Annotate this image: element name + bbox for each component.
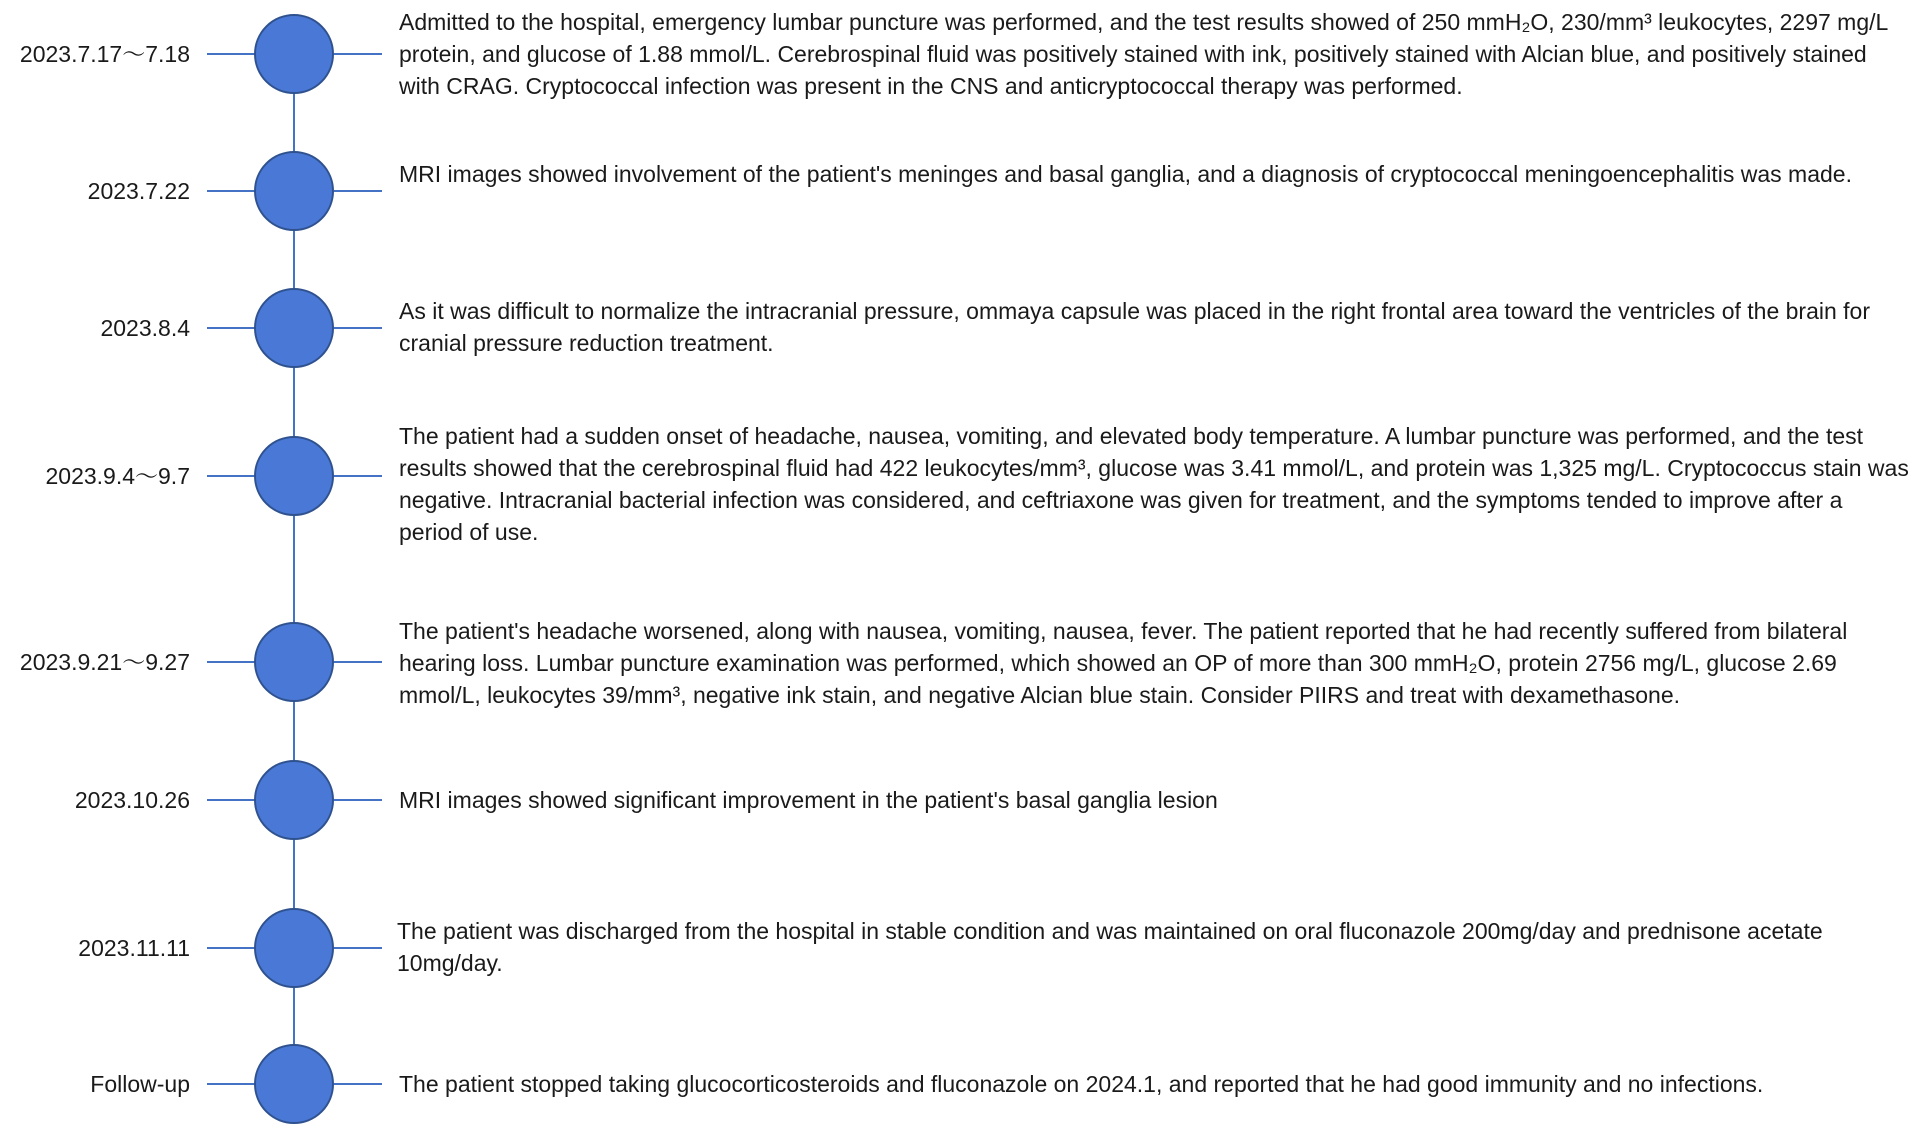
connector-right	[334, 1083, 382, 1085]
connector-right	[334, 947, 382, 949]
event-description: The patient was discharged from the hospital in stable condition and was maintained on oral fluconazole 200mg/day and prednisone acetate 10mg/day.	[397, 918, 1823, 976]
connector-right	[334, 190, 382, 192]
event-description: MRI images showed involvement of the patient's meninges and basal ganglia, and a diagnosis of cryptococcal meningoencephalitis was made.	[399, 161, 1852, 187]
timeline-node	[254, 151, 334, 231]
connector-left	[207, 190, 255, 192]
connector-left	[207, 327, 255, 329]
timeline-node	[254, 436, 334, 516]
connector-right	[334, 475, 382, 477]
timeline-node	[254, 908, 334, 988]
event-description: The patient's headache worsened, along with nausea, vomiting, nausea, fever. The patient reported that he had recently suffered from bilateral hearing loss. Lumbar puncture examination was performed, which showed an OP of more than 300 mmH₂O, protein 2756 mg/L, glucose 2.69 mmol/L, leukocytes 39/mm³, negative ink stain, and negative Alcian blue stain. Consider PIIRS and treat with dexamethasone.	[399, 618, 1848, 708]
timeline-node	[254, 760, 334, 840]
event-date: 2023.7.17～7.18	[19, 41, 190, 67]
event-date: 2023.7.22	[87, 178, 190, 204]
event-description: As it was difficult to normalize the intracranial pressure, ommaya capsule was placed in the right frontal area toward the ventricles of the brain for cranial pressure reduction treatment.	[399, 298, 1871, 356]
event-description: MRI images showed significant improvement in the patient's basal ganglia lesion	[399, 787, 1218, 813]
event-date: 2023.9.21～9.27	[19, 649, 190, 675]
event-description: The patient had a sudden onset of headache, nausea, vomiting, and elevated body temperature. A lumbar puncture was performed, and the test results showed that the cerebrospinal fluid had 422 leukocytes/mm³, glucose was 3.41 mmol/L, and protein was 1,325 mg/L. Cryptococcus stain was negative. Intracranial bacterial infection was considered, and ceftriaxone was given for treatment, and the symptoms tended to improve after a period of use.	[399, 423, 1909, 545]
connector-right	[334, 53, 382, 55]
event-date: 2023.10.26	[74, 787, 190, 813]
timeline-node	[254, 288, 334, 368]
connector-left	[207, 661, 255, 663]
timeline-node	[254, 622, 334, 702]
event-date: 2023.11.11	[78, 935, 190, 961]
event-date: 2023.9.4～9.7	[45, 463, 190, 489]
connector-right	[334, 327, 382, 329]
connector-right	[334, 661, 382, 663]
event-date: 2023.8.4	[100, 315, 190, 341]
connector-left	[207, 947, 255, 949]
connector-left	[207, 1083, 255, 1085]
timeline-node	[254, 14, 334, 94]
connector-right	[334, 799, 382, 801]
connector-left	[207, 799, 255, 801]
connector-left	[207, 53, 255, 55]
event-date: Follow-up	[90, 1071, 190, 1097]
event-description: Admitted to the hospital, emergency lumbar puncture was performed, and the test results showed of 250 mmH₂O, 230/mm³ leukocytes, 2297 mg/L protein, and glucose of 1.88 mmol/L. Cerebrospinal fluid was positively stained with ink, positively stained with Alcian blue, and positively stained with CRAG. Cryptococcal infection was present in the CNS and anticryptococcal therapy was performed.	[399, 9, 1888, 99]
timeline-node	[254, 1044, 334, 1124]
connector-left	[207, 475, 255, 477]
event-description: The patient stopped taking glucocorticosteroids and fluconazole on 2024.1, and reported that he had good immunity and no infections.	[399, 1071, 1764, 1097]
